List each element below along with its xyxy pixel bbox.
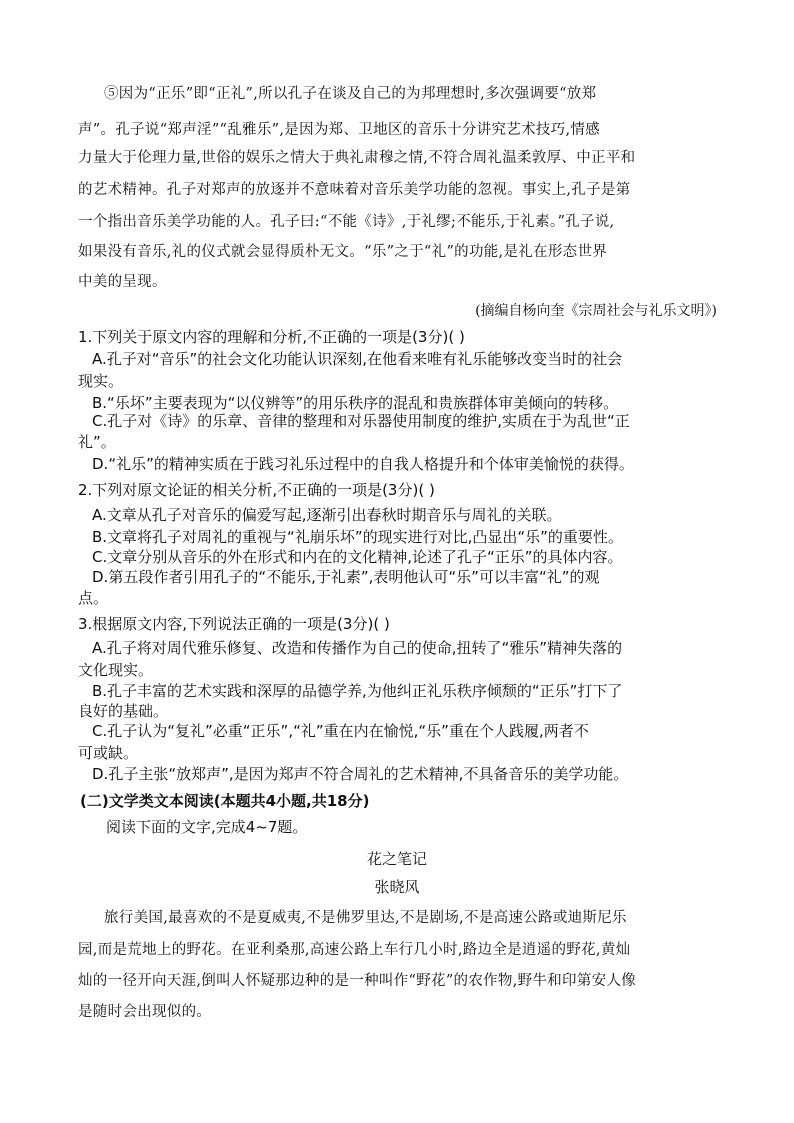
question-3-option: A.孔子将对周代雅乐修复、改造和传播作为自己的使命,扭转了“雅乐”精神失落的 [92,639,623,657]
question-1-option: B.“乐坏”主要表现为“以仪辨等”的用乐秩序的混乱和贵族群体审美倾向的转移。 [92,394,619,412]
article-line: 园,而是荒地上的野花。在亚利桑那,高速公路上车行几小时,路边全是逍遥的野花,黄灿 [78,942,631,958]
question-3-option: 可或缺。 [78,744,139,762]
question-2-stem: 2.下列对原文论证的相关分析,不正确的一项是(3分)( ) [78,481,435,499]
article-title: 花之笔记 [366,850,427,868]
question-1-option: C.孔子对《诗》的乐章、音律的整理和对乐器使用制度的维护,实质在于为乱世“正 [92,412,630,430]
question-1-option: A.孔子对“音乐”的社会文化功能认识深刻,在他看来唯有礼乐能够改变当时的社会 [92,350,623,368]
article-line: 灿的一径开向天涯,倒叫人怀疑那边种的是一种叫作“野花”的农作物,野牛和印第安人像 [78,973,637,989]
question-1-option: 礼”。 [78,433,116,451]
question-1-option: 现实。 [78,372,124,390]
passage-line: ⑤因为“正乐”即“正礼”,所以孔子在谈及自己的为邦理想时,多次强调要“放郑 [104,86,597,102]
question-3-option: 文化现实。 [78,661,154,679]
passage-line: 的艺术精神。孔子对郑声的放逐并不意味着对音乐美学功能的忽视。事实上,孔子是第 [78,182,631,198]
question-2-option: B.文章将孔子对周礼的重视与“礼崩乐坏”的现实进行对比,凸显出“乐”的重要性。 [92,528,623,546]
passage-source: (摘编自杨向奎《宗周社会与礼乐文明》) [475,303,717,319]
question-3-option: 良好的基础。 [78,702,169,720]
question-2-option: A.文章从孔子对音乐的偏爱写起,逐渐引出春秋时期音乐与周礼的关联。 [92,506,562,524]
section-instruction: 阅读下面的文字,完成4~7题。 [106,818,308,836]
article-line: 是随时会出现似的。 [78,1004,212,1020]
question-3-option: D.孔子主张“放郑声”,是因为郑声不符合周礼的艺术精神,不具备音乐的美学功能。 [92,765,629,783]
question-3-stem: 3.根据原文内容,下列说法正确的一项是(3分)( ) [78,615,390,633]
article-author: 张晓风 [374,878,420,896]
question-2-option: C.文章分别从音乐的外在形式和内在的文化精神,论述了孔子“正乐”的具体内容。 [92,548,623,566]
question-2-option: 点。 [78,589,109,607]
passage-line: 声”。孔子说“郑声淫”“乱雅乐”,是因为郑、卫地区的音乐十分讲究艺术技巧,情感 [78,122,600,138]
question-2-option: D.第五段作者引用孔子的“不能乐,于礼素”,表明他认可“乐”可以丰富“礼”的观 [92,568,600,586]
question-1-stem: 1.下列关于原文内容的理解和分析,不正确的一项是(3分)( ) [78,328,465,346]
passage-line: 中美的呈现。 [78,274,167,290]
question-3-option: C.孔子认为“复礼”必重“正乐”,“礼”重在内在愉悦,“乐”重在个人践履,两者不 [92,722,589,740]
passage-line: 如果没有音乐,礼的仪式就会显得质朴无文。“乐”之于“礼”的功能,是礼在形态世界 [78,244,608,260]
section-heading: (二)文学类文本阅读(本题共4小题,共18分) [80,792,370,810]
question-3-option: B.孔子丰富的艺术实践和深厚的品德学养,为他纠正礼乐秩序倾颓的“正乐”打下了 [92,682,623,700]
passage-line: 力量大于伦理力量,世俗的娱乐之情大于典礼肃穆之情,不符合周礼温柔敦厚、中正平和 [78,150,636,166]
article-line: 旅行美国,最喜欢的不是夏威夷,不是佛罗里达,不是剧场,不是高速公路或迪斯尼乐 [104,910,627,926]
question-1-option: D.“礼乐”的精神实质在于践习礼乐过程中的自我人格提升和个体审美愉悦的获得。 [92,455,634,473]
passage-line: 一个指出音乐美学功能的人。孔子曰:“不能《诗》,于礼缪;不能乐,于礼素。”孔子说, [78,214,615,230]
